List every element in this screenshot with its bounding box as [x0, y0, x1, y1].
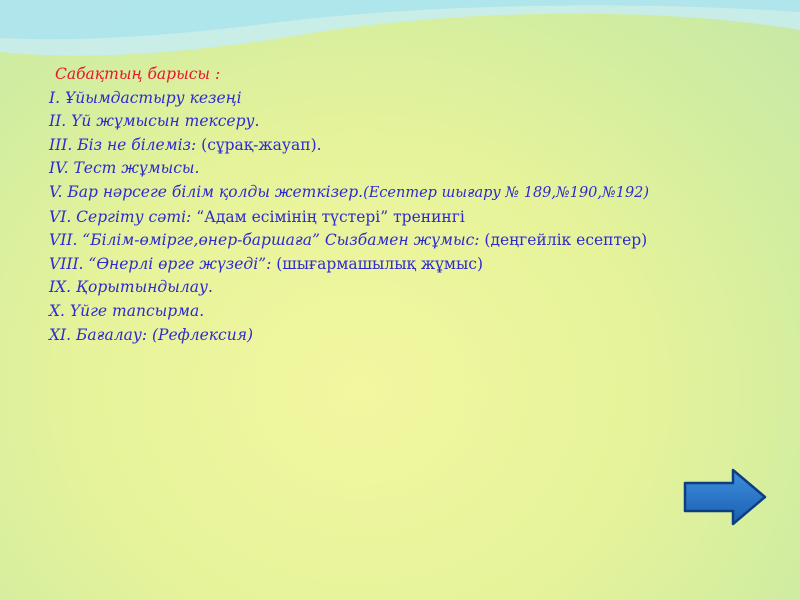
agenda-item-text: IV. Тест жұмысы.: [49, 159, 200, 178]
agenda-item-text: II. Үй жұмысын тексеру.: [49, 112, 260, 131]
agenda-item-text: III. Біз не білеміз:: [49, 135, 202, 154]
agenda-item-text: X. Үйге тапсырма.: [49, 301, 205, 320]
agenda-item-detail: (шығармашылық жұмыс): [276, 254, 484, 273]
agenda-item-7: [49, 229, 789, 253]
agenda-item-3: [49, 134, 789, 158]
agenda-item-11: [49, 324, 789, 348]
agenda-item-9: [49, 276, 789, 300]
decorative-wave: [0, 0, 800, 70]
agenda-item-detail: (Есептер шығару № 189,№190,№192): [363, 184, 650, 201]
agenda-item-1: [49, 87, 789, 111]
agenda-item-text: I. Ұйымдастыру кезеңі: [49, 88, 242, 107]
agenda-item-10: [49, 300, 789, 324]
agenda-title: Сабақтың барысы :: [55, 65, 221, 83]
agenda-item-text: VIII. “Өнерлі өрге жүзеді”:: [49, 254, 277, 273]
agenda-item-text: IX. Қорытындылау.: [49, 278, 213, 297]
agenda-item-detail: “Адам есімінің түстері” тренингі: [196, 207, 465, 226]
agenda-item-6: [49, 206, 789, 230]
agenda-item-text: XI. Бағалау: (Рефлексия): [49, 325, 254, 344]
agenda-item-2: [49, 110, 789, 134]
agenda-item-text: VI. Сергіту сәті:: [49, 207, 197, 226]
agenda-item-5: [49, 181, 789, 206]
agenda-item-detail: (деңгейлік есептер): [484, 231, 648, 250]
agenda-item-text: VII. “Білім-өмірге,өнер-баршаға” Сызбамен жұмыс:: [49, 231, 485, 250]
right-arrow-icon[interactable]: [683, 468, 767, 526]
agenda-item-4: [49, 157, 789, 181]
agenda-item-detail: (сұрақ-жауап).: [201, 135, 322, 154]
agenda-list: [49, 63, 789, 347]
agenda-item-8: [49, 253, 789, 277]
agenda-item-text: V. Бар нәрсеге білім қолды жеткізер.: [49, 182, 364, 201]
